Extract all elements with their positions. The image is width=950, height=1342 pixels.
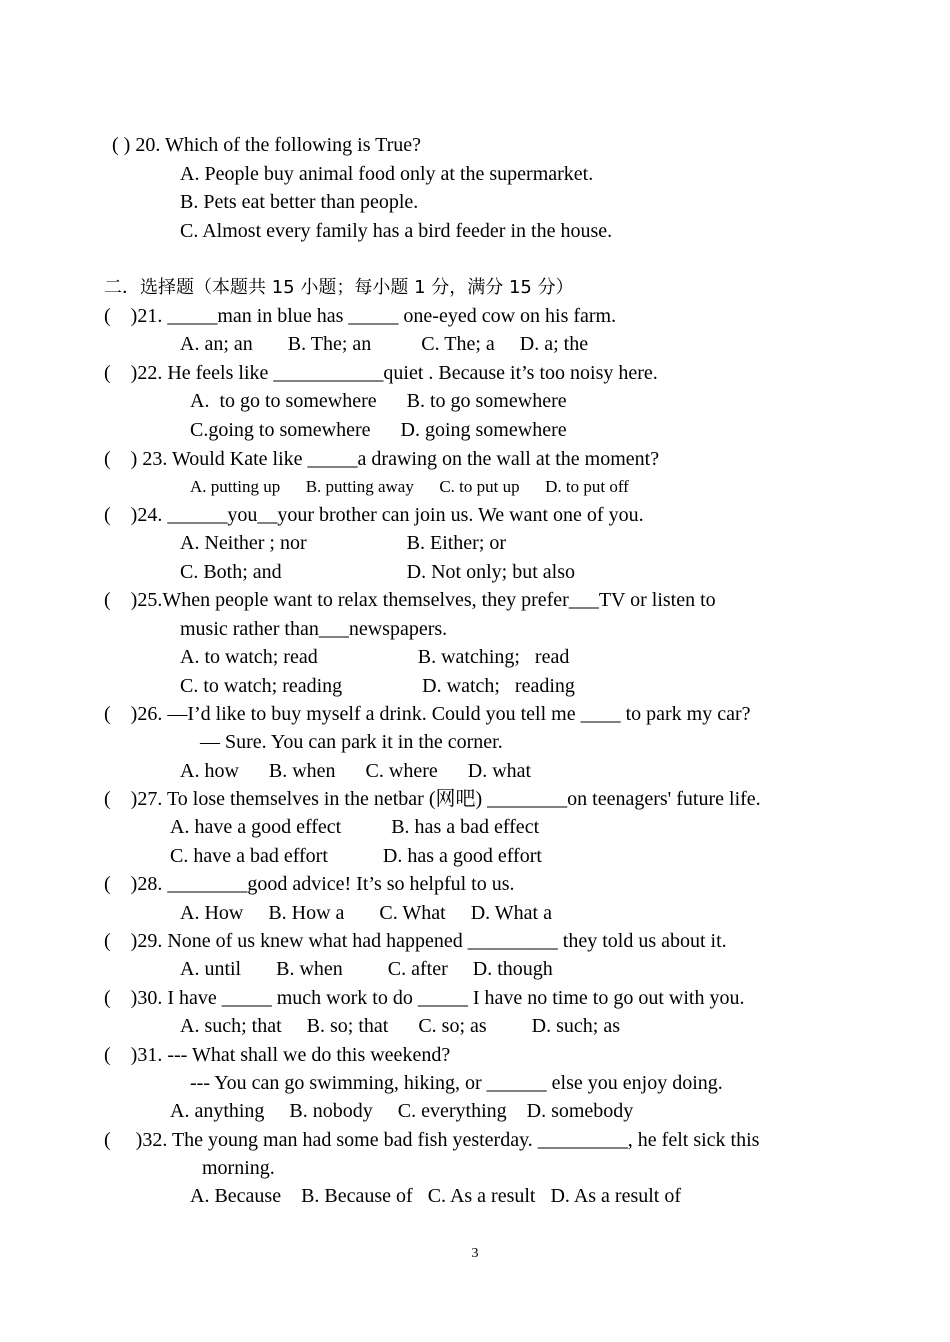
l8: A. to go to somewhere B. to go somewhere [190, 390, 567, 412]
l7: ( )22. He feels like ___________quiet . Because it’s too noisy here. [104, 362, 658, 384]
l27: ( )29. None of us knew what had happened _________ they told us about it. [104, 930, 727, 952]
l24: C. have a bad effort D. has a good effort [170, 845, 542, 867]
l3: C. Almost every family has a bird feeder in the house. [180, 220, 613, 242]
l14: C. Both; and D. Not only; but also [180, 561, 575, 583]
section-heading: 二．选择题（本题共 15 小题；每小题 1 分，满分 15 分） [104, 277, 574, 298]
l29: ( )30. I have _____ much work to do _____ I have no time to go out with you. [104, 987, 745, 1009]
l0: ( ) 20. Which of the following is True? [112, 134, 422, 156]
l34: ( )32. The young man had some bad fish yesterday. _________, he felt sick this [104, 1129, 760, 1151]
l9: C.going to somewhere D. going somewhere [190, 419, 567, 441]
l10: ( ) 23. Would Kate like _____a drawing on the wall at the moment? [104, 448, 660, 470]
l32: --- You can go swimming, hiking, or ______ else you enjoy doing. [190, 1072, 723, 1094]
l36: A. Because B. Because of C. As a result D. As a result of [190, 1185, 682, 1207]
l11: A. putting up B. putting away C. to put up D. to put off [190, 477, 629, 496]
l28: A. until B. when C. after D. though [180, 958, 553, 980]
l26: A. How B. How a C. What D. What a [180, 902, 552, 924]
l25: ( )28. ________good advice! It’s so helpful to us. [104, 873, 515, 895]
l12: ( )24. ______you__your brother can join us. We want one of you. [104, 504, 644, 526]
l13: A. Neither ; nor B. Either; or [180, 532, 507, 554]
l35: morning. [202, 1157, 275, 1179]
l20: — Sure. You can park it in the corner. [200, 731, 503, 753]
l33: A. anything B. nobody C. everything D. somebody [170, 1100, 634, 1122]
l31: ( )31. --- What shall we do this weekend? [104, 1044, 451, 1066]
l30: A. such; that B. so; that C. so; as D. such; as [180, 1015, 620, 1037]
l23: A. have a good effect B. has a bad effect [170, 816, 540, 838]
l15: ( )25.When people want to relax themselves, they prefer___TV or listen to [104, 589, 716, 611]
l18: C. to watch; reading D. watch; reading [180, 675, 575, 697]
l22: ( )27. To lose themselves in the netbar (网吧) ________on teenagers' future life. [104, 788, 761, 810]
l17: A. to watch; read B. watching; read [180, 646, 570, 668]
l21: A. how B. when C. where D. what [180, 760, 532, 782]
l2: B. Pets eat better than people. [180, 191, 419, 213]
l19: ( )26. —I’d like to buy myself a drink. Could you tell me ____ to park my car? [104, 703, 751, 725]
l6: A. an; an B. The; an C. The; a D. a; the [180, 333, 589, 355]
page-number: 3 [471, 1246, 479, 1261]
l5: ( )21. _____man in blue has _____ one-eyed cow on his farm. [104, 305, 617, 327]
l1: A. People buy animal food only at the supermarket. [180, 163, 594, 185]
l16: music rather than___newspapers. [180, 618, 448, 640]
